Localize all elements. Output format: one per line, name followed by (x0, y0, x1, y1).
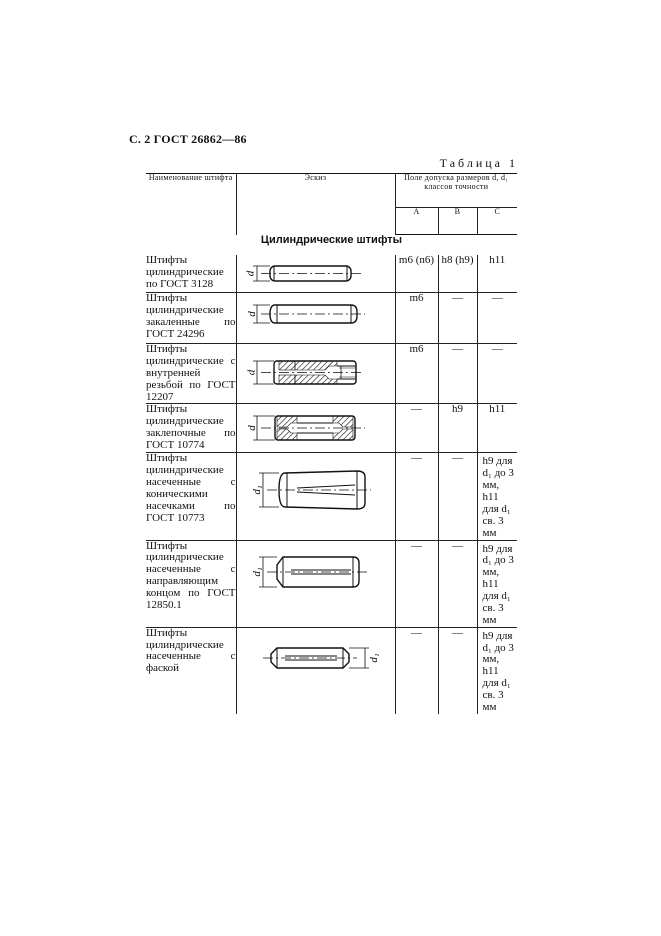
pin-name: Штифты цилиндрические с внутренней резьбой по ГОСТ 12207 (146, 343, 236, 403)
class-a-value: m6 (395, 293, 438, 344)
class-c-value: h11 (477, 255, 517, 293)
pin-name: Штифты цилиндрические заклепочные по ГОСТ 10774 (146, 403, 236, 451)
pin-name: Штифты цилиндрические насеченные с коническими насечками по ГОСТ 10773 (146, 453, 236, 540)
pin-sketch (236, 404, 395, 453)
pin-name: Штифты цилиндрические закаленные по ГОСТ 24296 (146, 293, 236, 344)
page-header: С. 2 ГОСТ 26862—86 (129, 132, 247, 146)
guided-end-grooved-pin-drawing (237, 541, 396, 611)
pin-tolerance-table (146, 173, 517, 714)
class-a-value: — (395, 627, 438, 714)
class-b-value: — (438, 344, 477, 404)
table-row (146, 540, 517, 627)
header-class-b: В (438, 208, 477, 235)
pin-sketch (236, 293, 395, 344)
class-c-value: h9 для d₁ до 3 мм, h11 для d₁ св. 3 мм (477, 627, 517, 714)
pin-sketch (236, 344, 395, 404)
table-row (146, 344, 517, 404)
header-class-a: А (395, 208, 438, 235)
rivet-pin-drawing (237, 404, 396, 452)
table-row (146, 404, 517, 453)
class-a-value: — (395, 453, 438, 540)
dimension-label: d (244, 270, 256, 277)
dimension-label: d₁ (250, 566, 263, 577)
section-title: Цилиндрические штифты (260, 234, 403, 246)
hardened-pin-drawing (237, 293, 396, 343)
dimension-label: d (245, 311, 258, 317)
header-class-c: С (477, 208, 517, 235)
pin-sketch (236, 540, 395, 627)
class-a-value: — (395, 404, 438, 453)
pin-name: Штифты цилиндрические насеченные с направляющим концом по ГОСТ 12850.1 (146, 540, 236, 627)
header-pin-name: Наименование штифта (146, 174, 236, 235)
table-row (146, 293, 517, 344)
class-c-value: h9 для d₁ до 3 мм, h11 для d₁ св. 3 мм (477, 453, 517, 540)
class-a-value: — (395, 540, 438, 627)
class-c-value: — (477, 344, 517, 404)
pin-sketch (236, 627, 395, 714)
table-caption: Таблица 1 (439, 156, 518, 170)
pin-name: Штифты цилиндрические насеченные с фаской (146, 627, 236, 714)
cylindrical-pin-drawing (237, 255, 396, 292)
class-b-value: — (438, 293, 477, 344)
dimension-label: d (245, 425, 258, 432)
class-c-value: — (477, 293, 517, 344)
class-a-value: m6 (n6) (395, 255, 438, 293)
threaded-pin-drawing (237, 344, 396, 402)
dimension-label: d₁ (367, 652, 380, 663)
class-b-value: — (438, 540, 477, 627)
header-sketch: Эскиз (236, 174, 395, 235)
class-c-value: h9 для d₁ до 3 мм, h11 для d₁ св. 3 мм (477, 540, 517, 627)
dimension-label: d (245, 369, 257, 376)
pin-name: Штифты цилиндрические по ГОСТ 3128 (146, 255, 236, 293)
class-b-value: — (438, 627, 477, 714)
class-c-value: h11 (477, 404, 517, 453)
table-row (146, 255, 517, 293)
dimension-label: d₁ (250, 485, 263, 496)
pin-sketch (236, 453, 395, 540)
header-tolerance-group: Поле допуска размеров d, d₁ классов точности (395, 174, 517, 208)
conical-grooved-pin-drawing (237, 453, 396, 525)
chamfered-grooved-pin-drawing (237, 628, 396, 698)
class-b-value: — (438, 453, 477, 540)
pin-sketch (236, 255, 395, 293)
class-a-value: m6 (395, 344, 438, 404)
table-row (146, 453, 517, 540)
class-b-value: h8 (h9) (438, 255, 477, 293)
table-row (146, 627, 517, 714)
class-b-value: h9 (438, 404, 477, 453)
